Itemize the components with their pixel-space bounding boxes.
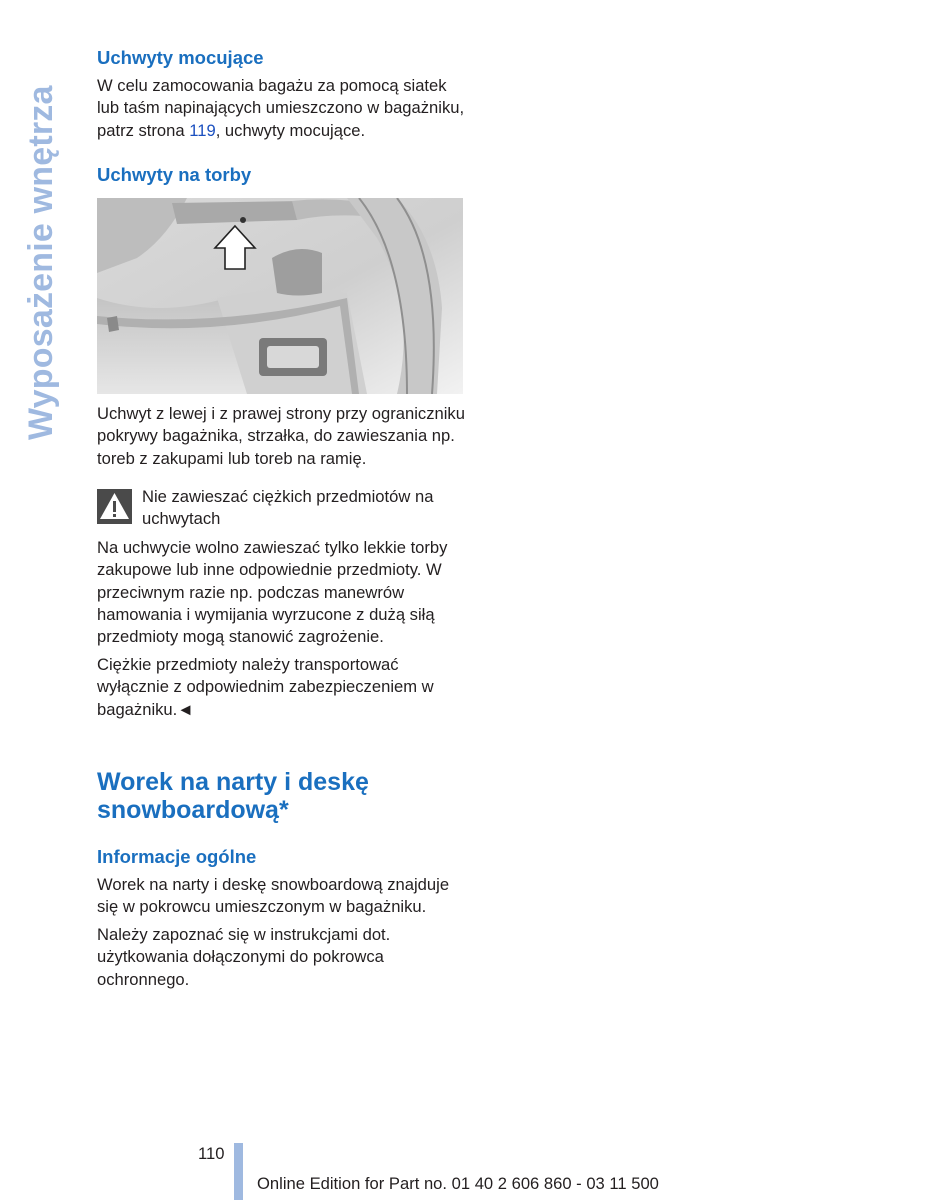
page-number: 110	[198, 1144, 225, 1163]
heading-informacje-ogolne: Informacje ogólne	[97, 846, 257, 867]
section-title-worek: Worek na narty i deskę snowboardową*	[97, 768, 369, 824]
warning-title: Nie zawieszać ciężkich przedmiotów na uchwytach	[142, 487, 434, 529]
paragraph-text-2: , uchwyty mocujące.	[215, 120, 366, 140]
heading-uchwyty-mocujace: Uchwyty mocujące	[97, 47, 264, 68]
paragraph-worek-1: Worek na narty i deskę snowboardową znajduje się w pokrowcu umieszczonym w bagażniku.	[97, 875, 450, 917]
warning-paragraph-1: Na uchwycie wolno zawieszać tylko lekkie torby zakupowe lub inne odpowiednie przedmioty. W przeciwnym razie np. podczas manewrów hamowania i wymijania wyrzucone z dużą siłą przedmioty mogą stanowić zagrożenie.	[97, 538, 448, 647]
page-link-119[interactable]: 119	[189, 120, 216, 140]
warning-paragraph-2: Ciężkie przedmioty należy transportować wyłącznie z odpowiednim zabezpieczeniem w bagażniku.◄	[97, 655, 434, 719]
footer-bar	[234, 1143, 243, 1200]
footer-edition: Online Edition for Part no. 01 40 2 606 860 - 03 11 500	[257, 1174, 659, 1193]
trunk-illustration	[97, 198, 463, 394]
side-chapter-title: Wyposażenie wnętrza	[22, 85, 60, 440]
heading-uchwyty-na-torby: Uchwyty na torby	[97, 164, 252, 185]
paragraph-worek-2: Należy zapoznać się w instrukcjami dot. użytkowania dołączonymi do pokrowca ochronnego.	[97, 925, 391, 989]
figure-caption: Uchwyt z lewej i z prawej strony przy ograniczniku pokrywy bagażnika, strzałka, do zawieszania np. toreb z zakupami lub toreb na ramię.	[97, 404, 465, 468]
paragraph-text-1: W celu zamocowania bagażu za pomocą siatek lub taśm napinających umieszczono w bagażniku, patrz strona	[97, 76, 465, 140]
warning-triangle-icon	[97, 489, 132, 524]
paragraph-uchwyty-mocujace	[97, 75, 465, 142]
